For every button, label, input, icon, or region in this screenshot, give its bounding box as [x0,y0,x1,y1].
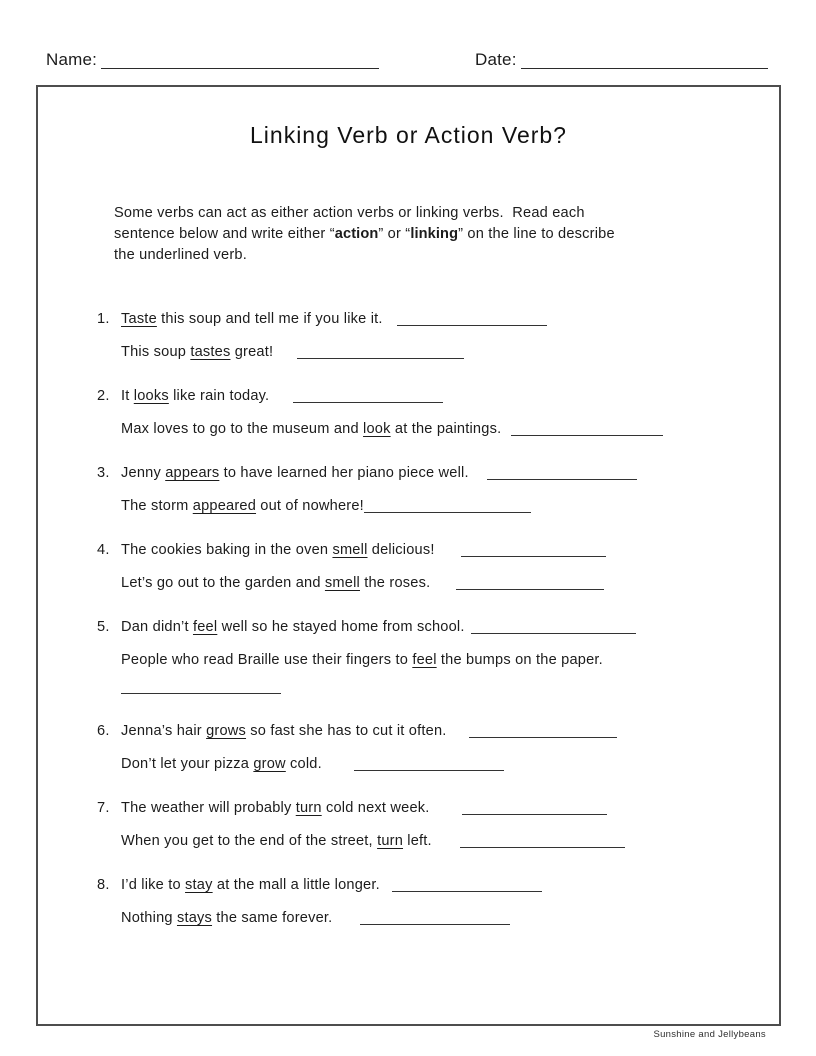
sentence-line [121,386,779,407]
underlined-verb: stays [176,910,213,926]
answer-blank[interactable] [293,399,443,403]
sentence-line [121,831,779,852]
question-text [121,875,779,929]
instruction-line [114,203,779,224]
answer-blank-row [121,677,779,698]
name-label: Name: [46,50,98,69]
sentence-text: like rain today. [168,388,270,404]
sentence-text: this soup and tell me if you like it. [156,311,383,327]
underlined-verb: Taste [121,311,157,327]
sentence-line [121,754,779,775]
sentence-text: at the paintings. [390,421,502,437]
instruction-text: the underlined verb. [114,247,247,263]
question-item [97,309,779,363]
question-number: 4. [97,542,110,558]
answer-blank[interactable] [364,509,531,513]
instruction-bold-word: linking [410,226,459,242]
sentence-text: at the mall a little longer. [212,877,380,893]
sentence-text: left. [403,833,432,849]
sentence-text: great! [230,344,274,360]
sentence-text: The cookies baking in the oven [121,542,333,558]
sentence-line [121,309,779,330]
question-item [97,798,779,852]
sentence-text: the bumps on the paper. [436,652,603,668]
answer-blank[interactable] [460,844,625,848]
underlined-verb: turn [377,833,404,849]
sentence-line [121,342,779,363]
sentence-text: Don’t let your pizza [121,756,254,772]
question-number: 2. [97,388,110,404]
sentence-text: Jenna’s hair [121,723,207,739]
underlined-verb: grow [253,756,286,772]
answer-blank[interactable] [360,921,510,925]
question-item [97,540,779,594]
sentence-line [121,798,779,819]
sentence-text: I’d like to [121,877,186,893]
date-group [475,50,768,70]
sentence-text: Nothing [121,910,177,926]
sentence-text: the same forever. [212,910,333,926]
sentence-text: to have learned her piano piece well. [219,465,469,481]
page-title: Linking Verb or Action Verb? [250,122,567,148]
answer-blank[interactable] [462,811,607,815]
question-item [97,721,779,775]
underlined-verb: tastes [190,344,231,360]
underlined-verb: appears [165,465,220,481]
date-answer-line[interactable] [521,65,768,69]
sentence-text: cold next week. [321,800,430,816]
sentence-text: When you get to the end of the street, [121,833,378,849]
sentence-line [121,650,779,671]
instructions [114,203,779,266]
answer-blank[interactable] [511,432,663,436]
instruction-text: sentence below and write either “ [114,226,335,242]
answer-blank[interactable] [469,734,617,738]
question-number: 5. [97,619,110,635]
sentence-text: so fast she has to cut it often. [246,723,447,739]
sentence-text: Max loves to go to the museum and [121,421,364,437]
question-text [121,386,779,440]
answer-blank[interactable] [461,553,606,557]
question-item [97,875,779,929]
answer-blank[interactable] [397,322,547,326]
underlined-verb: looks [133,388,169,404]
questions-list [97,309,779,929]
underlined-verb: appeared [192,498,257,514]
answer-blank[interactable] [354,767,504,771]
sentence-line [121,617,779,638]
underlined-verb: stay [185,877,213,893]
question-text [121,721,779,775]
sentence-line [121,463,779,484]
sentence-text: the roses. [359,575,431,591]
question-number: 3. [97,465,110,481]
question-text [121,798,779,852]
question-item [97,617,779,698]
sentence-line [121,721,779,742]
question-text [121,463,779,517]
question-item [97,463,779,517]
sentence-text: cold. [285,756,322,772]
answer-blank[interactable] [471,630,636,634]
name-group [46,50,379,70]
sentence-line [121,419,779,440]
instruction-bold-word: action [334,226,379,242]
question-number: 6. [97,723,110,739]
answer-blank[interactable] [456,586,604,590]
sentence-text: People who read Braille use their fingers to [121,652,413,668]
sentence-text: It [121,388,134,404]
sentence-line [121,908,779,929]
underlined-verb: smell [332,542,368,558]
sentence-text: delicious! [367,542,435,558]
question-text [121,617,779,698]
answer-blank[interactable] [297,355,464,359]
sentence-text: Dan didn’t [121,619,193,635]
sentence-line [121,573,779,594]
question-text [121,309,779,363]
underlined-verb: smell [324,575,360,591]
instruction-line [114,224,779,245]
answer-blank[interactable] [392,888,542,892]
date-label: Date: [475,50,517,69]
sentence-line [121,875,779,896]
worksheet-box [36,85,781,1026]
sentence-text: Jenny [121,465,166,481]
underlined-verb: turn [295,800,322,816]
sentence-text: well so he stayed home from school. [217,619,465,635]
sentence-line [121,496,779,517]
name-answer-line[interactable] [101,65,379,69]
instruction-text: ” or “ [378,226,411,242]
underlined-verb: look [363,421,391,437]
question-number: 7. [97,800,110,816]
instruction-text: Some verbs can act as either action verbs or linking verbs. Read each [114,205,585,221]
sentence-line [121,540,779,561]
underlined-verb: grows [206,723,247,739]
sentence-text: Let’s go out to the garden and [121,575,325,591]
sentence-text: The weather will probably [121,800,296,816]
answer-blank[interactable] [487,476,637,480]
question-number: 8. [97,877,110,893]
underlined-verb: feel [192,619,218,635]
sentence-text: The storm [121,498,193,514]
question-text [121,540,779,594]
question-item [97,386,779,440]
credit-text: Sunshine and Jellybeans [653,1029,766,1040]
answer-blank[interactable] [121,690,281,694]
underlined-verb: feel [412,652,437,668]
question-number: 1. [97,311,110,327]
sentence-text: This soup [121,344,191,360]
sentence-text: out of nowhere! [256,498,364,514]
instruction-text: ” on the line to describe [458,226,615,242]
instruction-line [114,245,779,266]
